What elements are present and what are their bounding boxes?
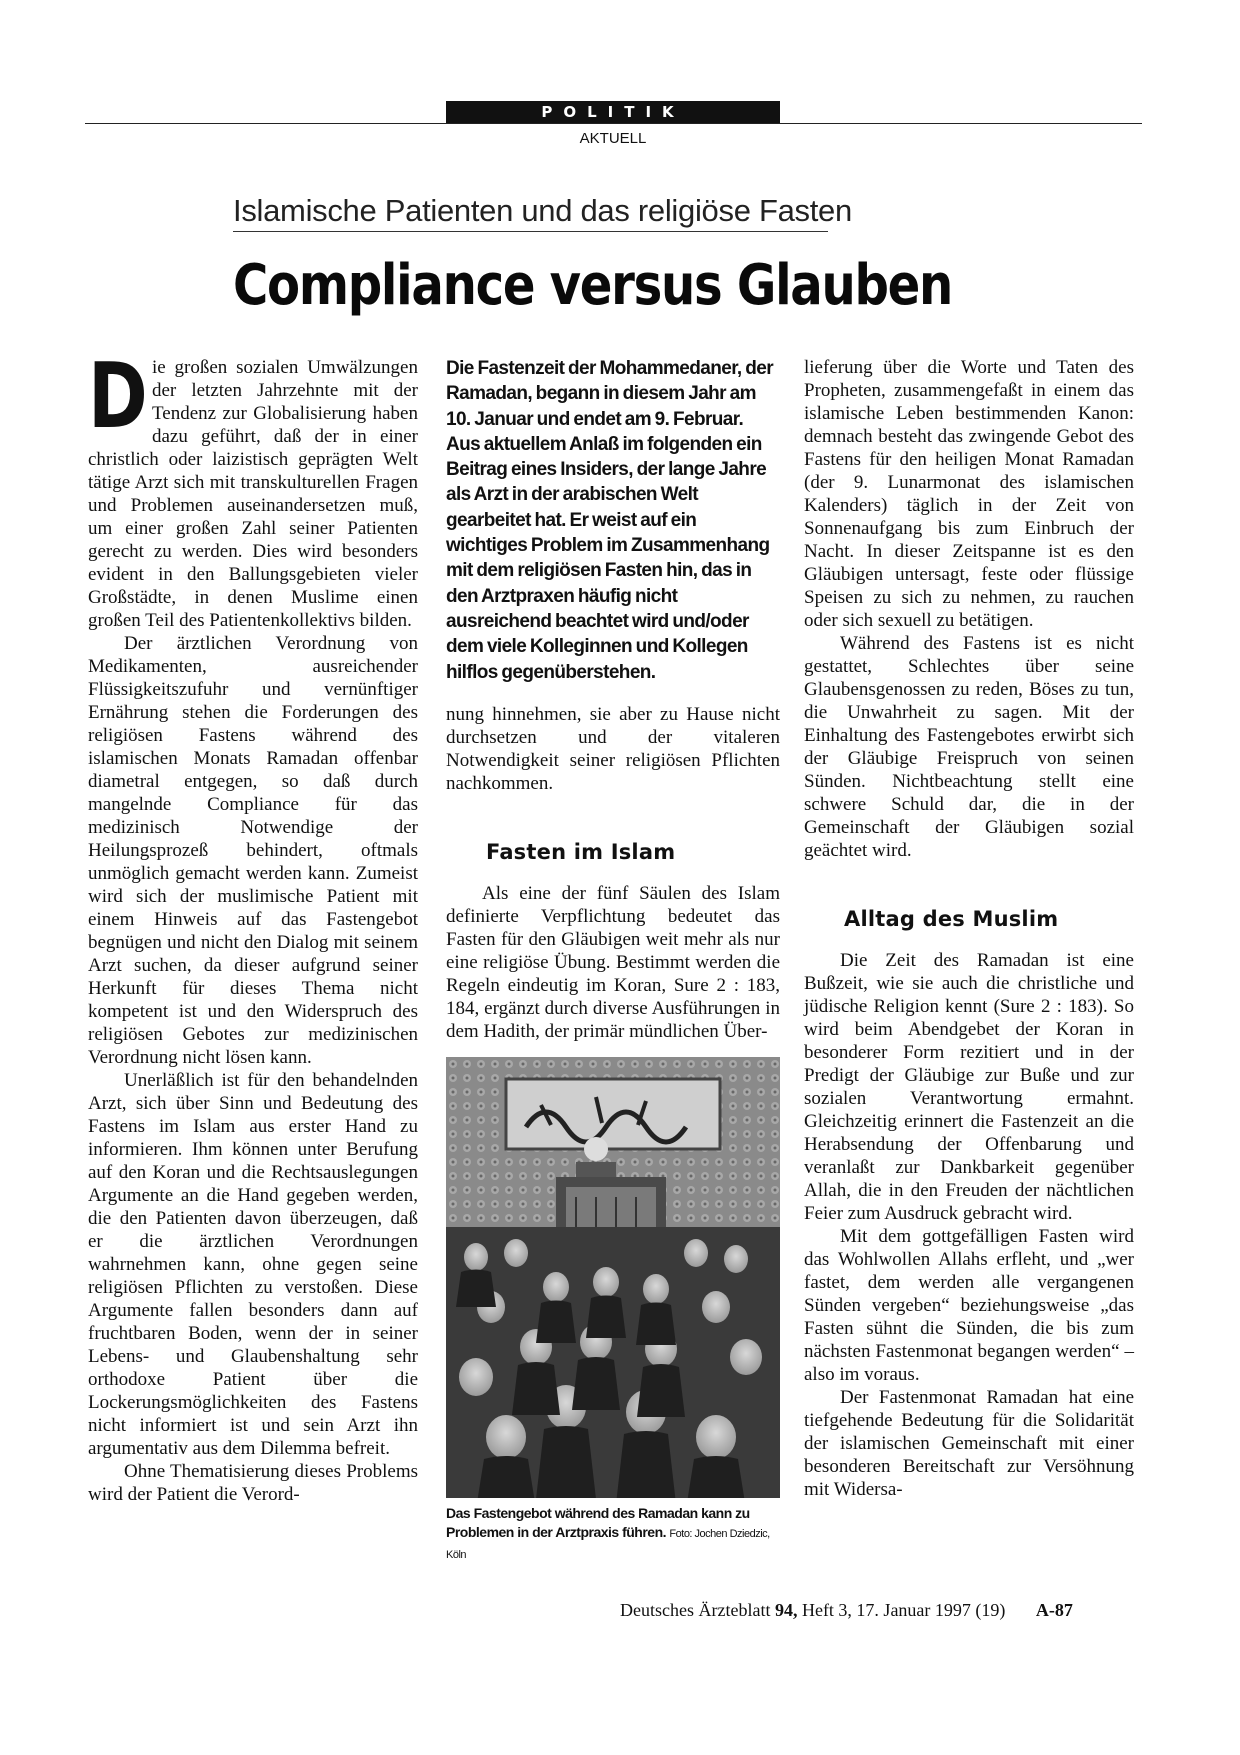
section-label: POLITIK [446, 101, 780, 123]
article-kicker: Islamische Patienten und das religiöse Fasten [233, 193, 852, 228]
column-1 [88, 344, 418, 1506]
paragraph: Der ärztlichen Verordnung von Medikamenten, ausreichender Flüssigkeitszufuhr und vernünftiger Ernährung stehen die Forderungen des religiösen Fastens während des islamischen Monats Ramadan offenbar diametral entgegen, so daß durch mangelnde Compliance für das medizinisch Notwendige der Heilungsprozeß behindert, oftmals unmöglich gemacht werden kann. Zumeist wird sich der muslimische Patient mit einem Hinweis auf das Fastengebot begnügen und nicht den Dialog mit seinem Arzt suchen, da dieser aufgrund seiner Herkunft für dieses Thema nicht kompetent ist und den Widerspruch des religiösen Gebotes zur medizinischen Verordnung nicht lösen kann. [88, 633, 418, 1068]
paragraph: Als eine der fünf Säulen des Islam definierte Verpflichtung bedeutet das Fasten für den Gläubigen weit mehr als nur eine religiöse Übung. Bestimmt werden die Regeln eindeutig im Koran, Sure 2 : 183, 184, ergänzt durch diverse Ausführungen in dem Hadith, der primär mündlichen Über- [446, 882, 780, 1042]
mosque-photo [446, 1057, 780, 1498]
paragraph: Unerläßlich ist für den behandelnden Arzt, sich über Sinn und Bedeutung des Fastens im Islam aus erster Hand zu informieren. Ihm können unter Berufung auf den Koran und die Rechtsauslegungen Argumente an die Hand gegeben werden, die den Patienten davon überzeugen, daß er die ärztlichen Verordnungen wahrnehmen kann, ohne gegen seine religiösen Pflichten zu verstoßen. Diese Argumente fallen besonders dann auf fruchtbaren Boden, wenn der in seiner Lebens- und Glaubenshaltung sehr orthodoxe Patient über die Lockerungsmöglichkeiten des Fastens nicht informiert ist und sein Arzt ihn argumentativ aus dem Dilemma befreit. [88, 1070, 418, 1459]
issue-info: Heft 3, 17. Januar 1997 (19) [801, 1600, 1006, 1620]
paragraph: lieferung über die Worte und Taten des Propheten, zusammengefaßt in einem das islamische Leben bestimmenden Kanon: demnach besteht das zwingende Gebot des Fastens für den heiligen Monat Ramadan (der 9. Lunarmonat des islamischen Kalenders) täglich in der Zeit von Sonnenaufgang bis zum Einbruch der Nacht. In dieser Zeitspanne ist es den Gläubigen untersagt, feste oder flüssige Speisen zu sich zu nehmen, zu rauchen oder sich sexuell zu betätigen. [804, 357, 1134, 631]
paragraph: Die Zeit des Ramadan ist eine Bußzeit, wie sie auch die christliche und jüdische Religion kennt (Sure 2 : 183). So wird beim Abendgebet der Koran in besonderer Form rezitiert und in der Predigt der Gläubige zur Buße und zur sozialen Verantwortung ermahnt. Gleichzeitig erinnert die Fastenzeit an die Herabsendung der Offenbarung und veranlaßt zur Dankbarkeit gegenüber Allah, die in den Freuden der nächtlichen Feier zum Ausdruck gebracht wird. [804, 950, 1134, 1224]
column-3 [804, 356, 1134, 1501]
column-2 [446, 356, 780, 1565]
paragraph [88, 344, 418, 632]
subheading-alltag-des-muslim: Alltag des Muslim [844, 907, 1059, 931]
photo-credit: Foto: Jochen Dziedzic, Köln [446, 1527, 770, 1561]
subheading-fasten-im-islam: Fasten im Islam [486, 839, 676, 864]
paragraph: nung hinnehmen, sie aber zu Hause nicht durchsetzen und der vitaleren Notwendigkeit seiner religiösen Pflichten nachkommen. [446, 703, 780, 794]
page-footer [620, 1600, 1073, 1621]
lead-paragraph: Die Fastenzeit der Mohammedaner, der Ramadan, begann in diesem Jahr am 10. Januar und endet am 9. Februar. Aus aktuellem Anlaß im folgenden ein Beitrag eines Insiders, der lange Jahre als Arzt in der arabischen Welt gearbeitet hat. Er weist auf ein wichtiges Problem im Zusammenhang mit dem religiösen Fasten hin, das in den Arztpraxen häufig nicht ausreichend beachtet wird und/oder dem viele Kolleginnen und Kollegen hilflos gegenüberstehen. [446, 358, 774, 683]
article-headline: Compliance versus Glauben [233, 253, 953, 318]
photo-caption [446, 1504, 780, 1565]
header-rule [85, 123, 1142, 124]
paragraph: Der Fastenmonat Ramadan hat eine tiefgehende Bedeutung für die Solidarität der islamischen Gemeinschaft mit einer besonderen Bereitschaft zur Versöhnung mit Widersa- [804, 1387, 1134, 1500]
mosque-photo-image [446, 1057, 780, 1498]
page-number: A-87 [1035, 1600, 1073, 1620]
paragraph-text: ie großen sozialen Umwälzungen der letzten Jahrzehnte mit der Tendenz zur Globalisierung haben dazu geführt, daß der in einer christlich oder laizistisch geprägten Welt tätige Arzt sich mit transkulturellen Fragen und Problemen auseinandersetzen muß, um einer großen Zahl seiner Patienten gerecht zu werden. Dies wird besonders evident in den Ballungsgebieten vieler Großstädte, in denen Muslime einen großen Teil des Patientenkollektivs bilden. [88, 357, 418, 631]
journal-name: Deutsches Ärzteblatt [620, 1600, 771, 1620]
paragraph: Ohne Thematisierung dieses Problems wird der Patient die Verord- [88, 1461, 418, 1505]
drop-cap: D [88, 344, 148, 449]
paragraph: Während des Fastens ist es nicht gestattet, Schlechtes über seine Glaubensgenossen zu reden, Böses zu tun, die Unwahrheit zu sagen. Mit der Einhaltung des Fastengebotes erwirbt sich der Gläubige Freispruch von seinen Sünden. Nichtbeachtung stellt eine schwere Schuld dar, die in der Gemeinschaft der Gläubigen sozial geächtet wird. [804, 633, 1134, 861]
kicker-underline [233, 231, 828, 232]
caption-text: Das Fastengebot während des Ramadan kann zu Problemen in der Arztpraxis führen. [446, 1504, 750, 1540]
subsection-label: AKTUELL [579, 130, 647, 147]
journal-volume: 94, [774, 1600, 798, 1620]
paragraph: Mit dem gottgefälligen Fasten wird das Wohlwollen Allahs erfleht, und „wer fastet, dem werden alle vergangenen Sünden vergeben“ beziehungsweise „das Fasten sühnt die Sünden, die bis zum nächsten Fastenmonat begangen werden“ – also im voraus. [804, 1226, 1134, 1385]
